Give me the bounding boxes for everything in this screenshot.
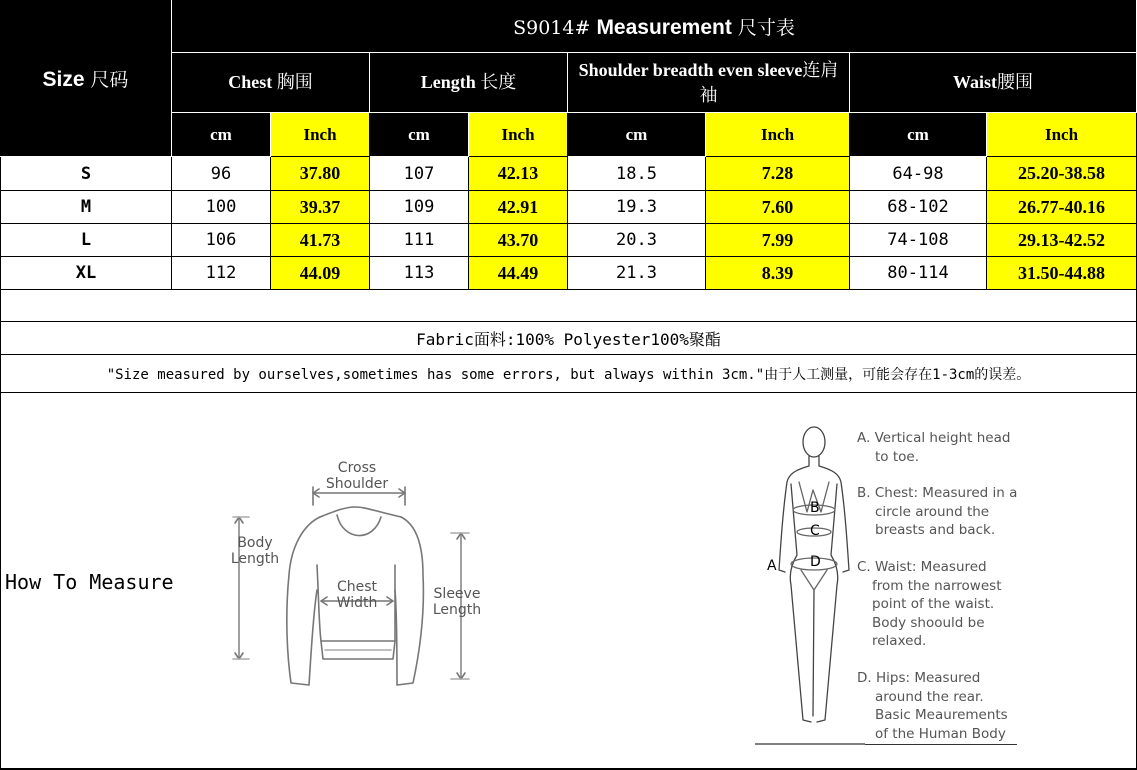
note-d: D. Hips: Measured around the rear. Basic Meaurements of the Human Body	[857, 670, 1008, 742]
waist-cm-cell: 80-114	[850, 257, 987, 290]
group-header-length: Length 长度	[370, 53, 568, 113]
unit-cm-waist: cm	[850, 113, 987, 157]
group-header-shoulder: Shoulder breadth even sleeve连肩袖	[568, 53, 850, 113]
length-inch-cell: 42.91	[469, 191, 568, 224]
title-code: S9014#	[513, 16, 591, 39]
waist-inch-cell: 29.13-42.52	[987, 224, 1137, 257]
sleeve-length-label: Sleeve Length	[432, 586, 482, 618]
chart-title	[172, 0, 1137, 53]
size-label-zh: 尺码	[90, 68, 129, 91]
unit-inch-chest: Inch	[271, 113, 370, 157]
chest-inch-cell: 37.80	[271, 157, 370, 191]
chest-inch-cell: 39.37	[271, 191, 370, 224]
shoulder-cm-cell: 19.3	[568, 191, 706, 224]
note-c: C. Waist: Measured from the narrowest point of the waist. Body shoould be relaxed.	[857, 559, 1002, 649]
length-inch-cell: 43.70	[469, 224, 568, 257]
size-cell: XL	[0, 257, 172, 290]
length-cm-cell: 107	[370, 157, 469, 191]
shoulder-cm-cell: 21.3	[568, 257, 706, 290]
length-cm-cell: 113	[370, 257, 469, 290]
waist-cm-cell: 64-98	[850, 157, 987, 191]
chest-inch-cell: 41.73	[271, 224, 370, 257]
shoulder-inch-cell: 7.99	[706, 224, 850, 257]
chest-cm-cell: 106	[172, 224, 271, 257]
note-b: B. Chest: Measured in a circle around the breasts and back.	[857, 485, 1018, 538]
measurement-note: "Size measured by ourselves,sometimes has some errors, but always within 3cm."由于人工测量，可能会存在1-3cm的误差。	[0, 355, 1137, 393]
marker-c: C	[810, 523, 820, 539]
chest-width-label: Chest Width	[336, 579, 378, 611]
shoulder-cm-cell: 18.5	[568, 157, 706, 191]
unit-cm-chest: cm	[172, 113, 271, 157]
chest-cm-cell: 96	[172, 157, 271, 191]
marker-d: D	[810, 554, 821, 570]
garment-illustration	[225, 455, 505, 695]
unit-inch-waist: Inch	[987, 113, 1137, 157]
shoulder-inch-cell: 8.39	[706, 257, 850, 290]
shoulder-cm-cell: 20.3	[568, 224, 706, 257]
frame-left	[0, 393, 1, 770]
shoulder-inch-cell: 7.60	[706, 191, 850, 224]
marker-a: A	[767, 558, 777, 574]
spacer-row	[0, 290, 1137, 322]
chest-cm-cell: 100	[172, 191, 271, 224]
length-inch-cell: 42.13	[469, 157, 568, 191]
size-cell: S	[0, 157, 172, 191]
group-header-waist: Waist腰围	[850, 53, 1137, 113]
group-header-chest: Chest 胸围	[172, 53, 370, 113]
size-label: Size	[42, 67, 85, 91]
length-cm-cell: 111	[370, 224, 469, 257]
body-baseline-ext	[865, 744, 1017, 745]
title-main: Measurement	[596, 15, 732, 39]
size-cell: M	[0, 191, 172, 224]
unit-inch-shoulder: Inch	[706, 113, 850, 157]
size-column-header	[0, 0, 172, 157]
shoulder-inch-cell: 7.28	[706, 157, 850, 191]
waist-cm-cell: 74-108	[850, 224, 987, 257]
title-zh: 尺寸表	[737, 16, 795, 39]
note-a: A. Vertical height head to toe.	[857, 430, 1011, 465]
how-to-measure-label: How To Measure	[5, 570, 174, 594]
unit-cm-length: cm	[370, 113, 469, 157]
marker-b: B	[810, 500, 820, 516]
waist-cm-cell: 68-102	[850, 191, 987, 224]
waist-inch-cell: 26.77-40.16	[987, 191, 1137, 224]
body-illustration	[755, 420, 865, 750]
body-length-label: Body Length	[230, 535, 280, 567]
unit-inch-length: Inch	[469, 113, 568, 157]
cross-shoulder-label: Cross Shoulder	[325, 460, 389, 492]
fabric-row: Fabric面料:100% Polyester100%聚酯	[0, 322, 1137, 355]
length-inch-cell: 44.49	[469, 257, 568, 290]
waist-inch-cell: 25.20-38.58	[987, 157, 1137, 191]
chest-cm-cell: 112	[172, 257, 271, 290]
size-cell: L	[0, 224, 172, 257]
waist-inch-cell: 31.50-44.88	[987, 257, 1137, 290]
unit-cm-shoulder: cm	[568, 113, 706, 157]
length-cm-cell: 109	[370, 191, 469, 224]
chest-inch-cell: 44.09	[271, 257, 370, 290]
body-figure-drawing	[755, 420, 865, 750]
